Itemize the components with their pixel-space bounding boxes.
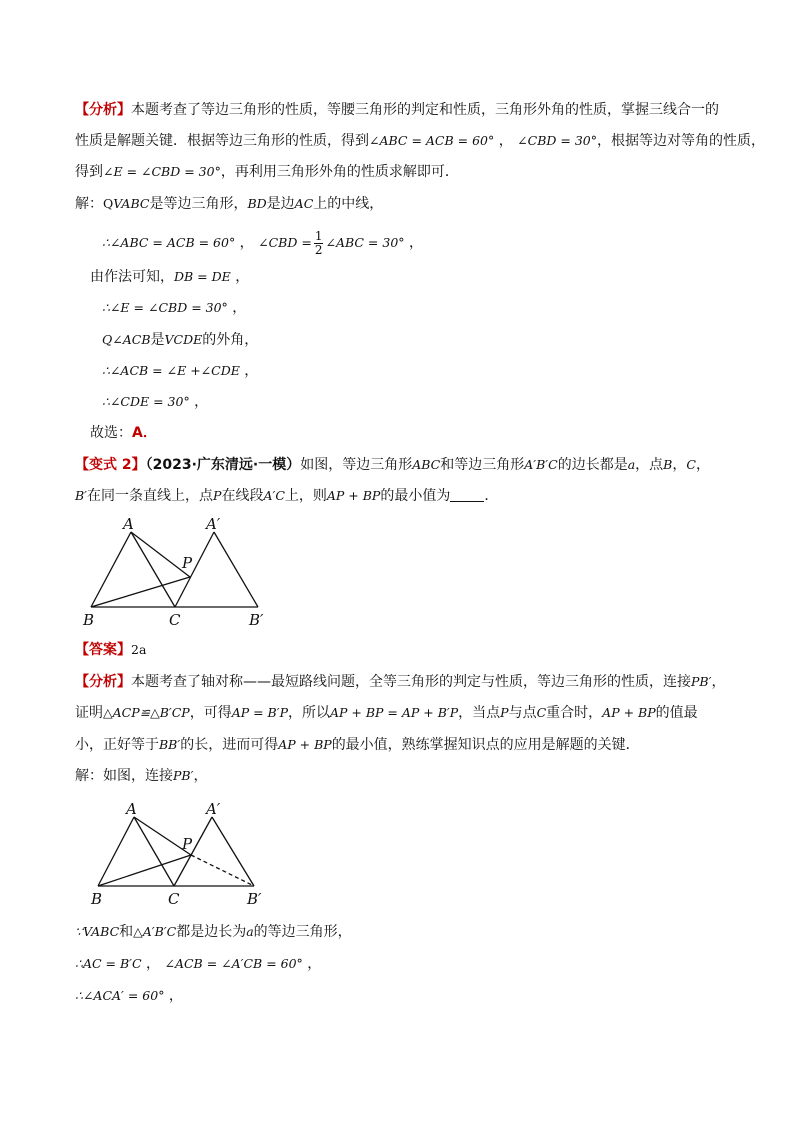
- answer-choice: A．: [132, 425, 157, 441]
- label-B: B: [91, 890, 103, 908]
- segment-BP: [91, 577, 190, 607]
- analysis2-line2: 证明△ACP≌△B′CP，可得AP = B′P，所以AP + BP = AP + B′P，当点P与点C重合时，AP + BP的值最: [75, 705, 698, 721]
- source-label: （2023·广东清远·一模）: [145, 457, 301, 473]
- analysis2-line1: 【分析】本题考查了轴对称——最短路线问题，全等三角形的判定与性质，等边三角形的性质，连接PB′，: [75, 674, 726, 690]
- label-A: A: [126, 800, 137, 818]
- triangle-figure-1: [75, 510, 285, 635]
- label-A-prime: A′: [206, 800, 221, 818]
- solution2-line2: ∵VABC和△A′B′C都是边长为a的等边三角形，: [75, 924, 352, 940]
- label-B-prime: B′: [247, 890, 262, 908]
- solution2-line3: ∴AC = B′C ， ∠ACB = ∠A′CB = 60° ，: [75, 956, 322, 972]
- variant-tag: 【变式 2】: [75, 457, 146, 473]
- label-P: P: [182, 835, 193, 853]
- analysis1-line1: 【分析】本题考查了等边三角形的性质，等腰三角形的判定和性质，三角形外角的性质，掌握三线合一的: [75, 102, 719, 118]
- segment-AC: [134, 817, 174, 886]
- label-P: P: [182, 554, 193, 572]
- analysis2-line3: 小，正好等于BB′的长，进而可得AP + BP的最小值，熟练掌握知识点的应用是解题的关键．: [75, 737, 640, 753]
- solution1-line8: 故选：A．: [90, 425, 157, 441]
- solution1-line3: 由作法可知，DB = DE ，: [90, 269, 250, 285]
- solution2-line1: 解：如图，连接PB′，: [75, 768, 208, 784]
- solution1-line4: ∴∠E = ∠CBD = 30° ，: [102, 300, 247, 316]
- fraction-one-half: $\frac{1}{2}$: [314, 228, 323, 257]
- solution2-line4: ∴∠ACA′ = 60° ，: [75, 988, 183, 1004]
- triangle-figure-2: [78, 795, 288, 915]
- answer-value: 2a: [131, 642, 147, 657]
- analysis-tag: 【分析】: [75, 102, 131, 118]
- segment-A-prime-B-prime: [214, 532, 258, 607]
- solution1-line6: ∴∠ACB = ∠E +∠CDE ，: [102, 363, 259, 379]
- variant2-line1: 【变式 2】（2023·广东清远·一模）如图，等边三角形ABC和等边三角形A′B′C的边长都是a，点B，C，: [75, 457, 710, 473]
- analysis1-line3: 得到∠E = ∠CBD = 30°，再利用三角形外角的性质求解即可．: [75, 164, 459, 180]
- answer-tag: 【答案】: [75, 642, 131, 658]
- variant2-line2: B′在同一条直线上，点P在线段A′C上，则AP + BP的最小值为 ．: [75, 488, 499, 504]
- analysis1-line2: 性质是解题关键．根据等边三角形的性质，得到∠ABC = ACB = 60° ， ∠CBD = 30°，根据等边对等角的性质，: [75, 133, 765, 149]
- label-B: B: [83, 611, 95, 629]
- label-C: C: [169, 611, 181, 629]
- solution1-line5: Q∠ACB是VCDE的外角，: [102, 332, 259, 348]
- label-A: A: [123, 515, 134, 533]
- solution1-line1: 解：QVABC是等边三角形，BD是边AC上的中线，: [75, 196, 384, 212]
- segment-AC: [131, 532, 175, 607]
- segment-A-prime-C: [174, 817, 212, 886]
- label-A-prime: A′: [206, 515, 221, 533]
- segment-AB: [91, 532, 131, 607]
- analysis-tag-2: 【分析】: [75, 674, 131, 690]
- answer-blank: [450, 487, 484, 502]
- answer-line: [75, 640, 146, 660]
- solution1-line7: ∴∠CDE = 30° ，: [102, 394, 209, 410]
- label-B-prime: B′: [249, 611, 264, 629]
- label-C: C: [168, 890, 180, 908]
- solution1-line2: ∴∠ABC = ACB = 60° ， ∠CBD = $\frac{1}{2}$ ∠ABC = 30° ，: [102, 228, 423, 257]
- segment-A-prime-B-prime: [212, 817, 254, 886]
